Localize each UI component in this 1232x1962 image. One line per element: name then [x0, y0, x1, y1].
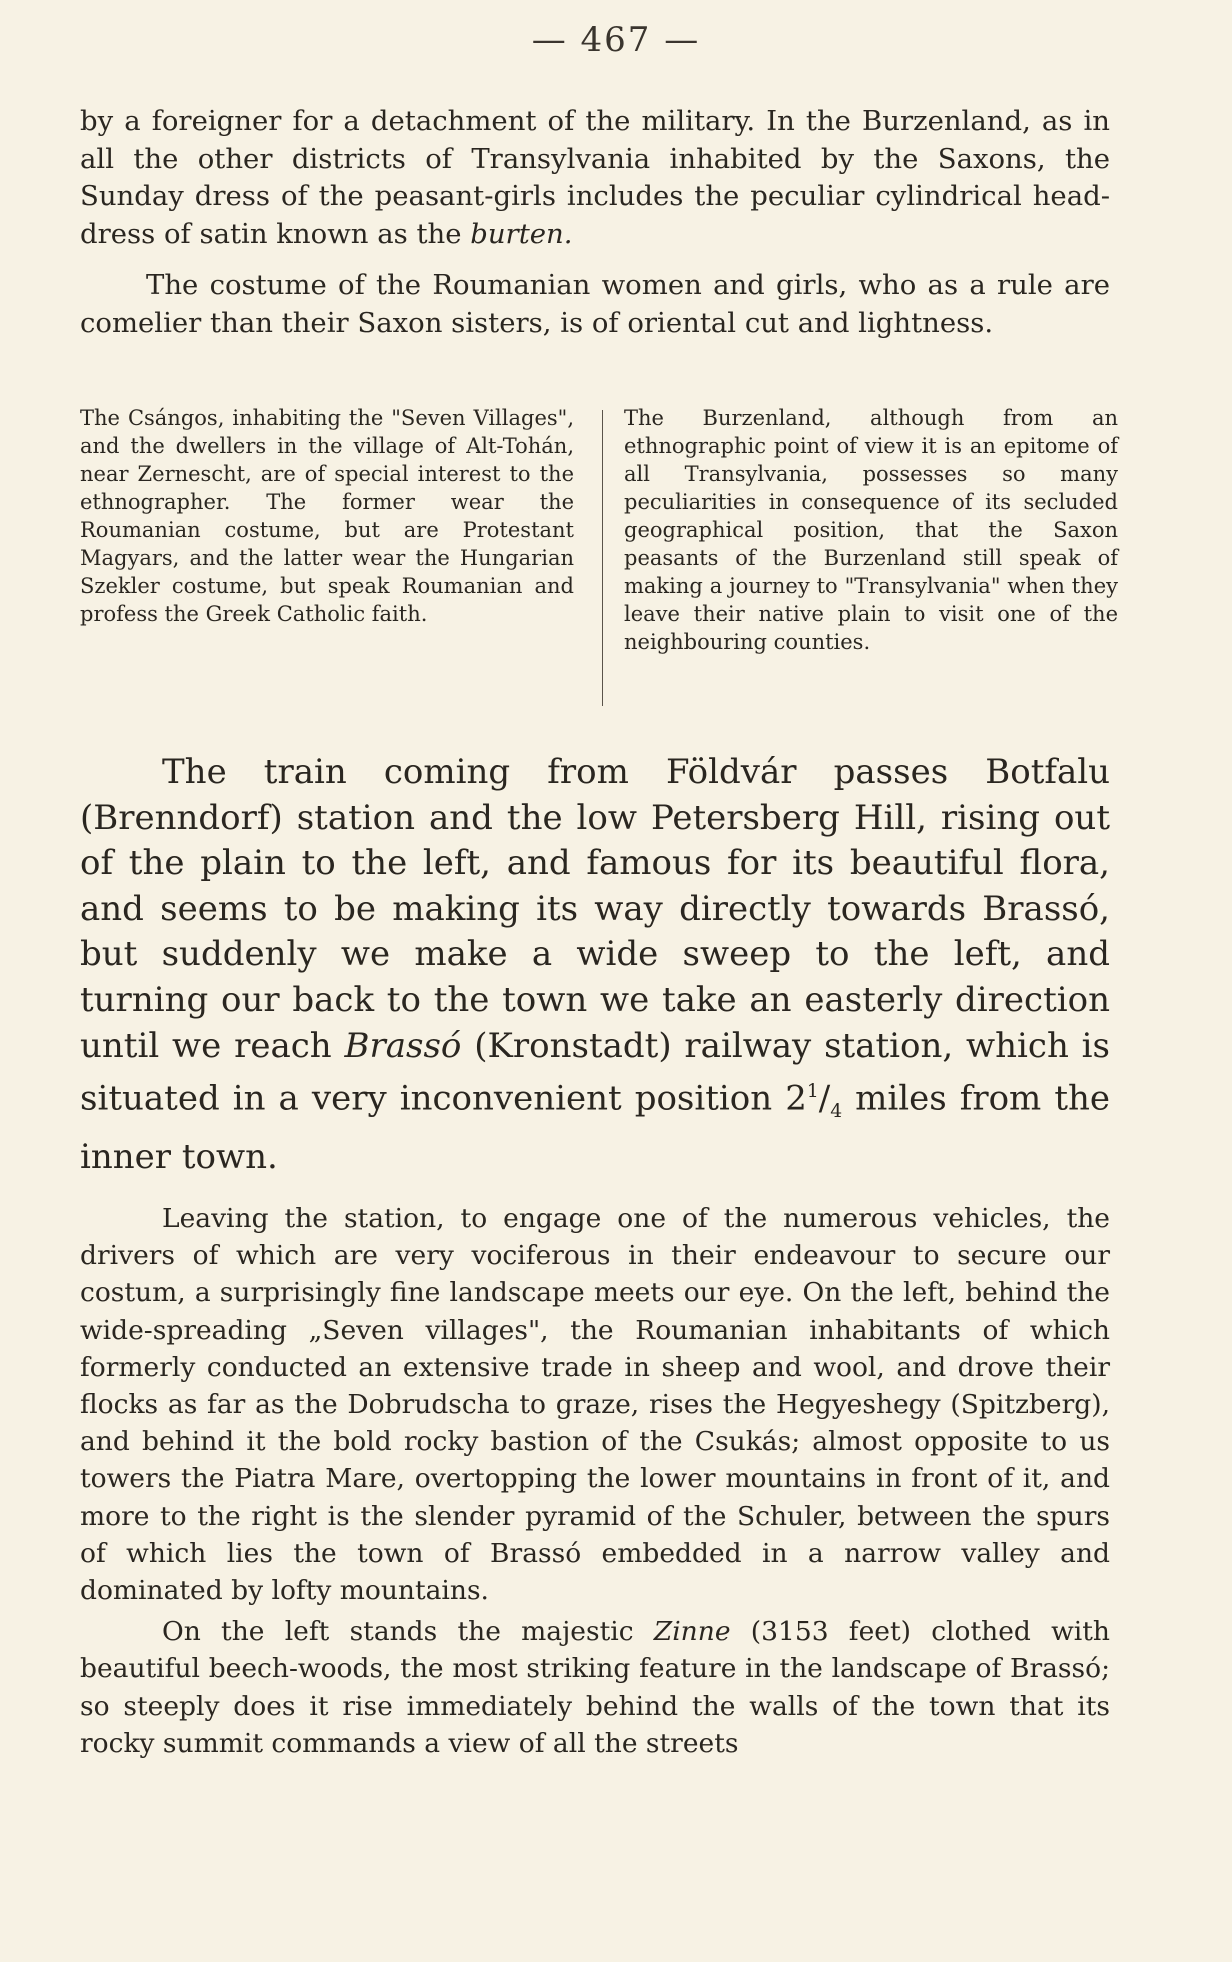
note-burzenland: The Burzenland, although from an ethnographic point of view it is an epitome of all Transylvania, possesses so many peculiarities in consequence of its secluded geographical position, that the Saxon peasants of the Burzenland still speak of making a journey to "Transylvania" when they leave their native plain to visit one of the neighbouring counties.	[624, 406, 1118, 654]
side-notes	[80, 404, 1118, 714]
body-paragraph-2-text-a: On the left stands the majestic	[162, 1616, 654, 1648]
zinne-term: Zinne	[653, 1616, 731, 1648]
intro-paragraph-1-text: by a foreigner for a detachment of the military. In the Burzenland, as in all the other districts of Transylvania inhabited by the Saxons, the Sunday dress of the peasant-girls includes the peculiar cylindrical head-dress of satin known as the	[80, 105, 1110, 250]
brasso-place: Brassó	[344, 1025, 462, 1066]
body-paragraph-2-text-b: (3153 feet) clothed with beautiful beech-woods, the most striking feature in the landscape of Brassó; so steeply does it rise immediately behind the walls of the town that its rocky summit commands a view of all the streets	[80, 1616, 1110, 1759]
fraction-denominator: 4	[830, 1101, 843, 1123]
burten-term: burten.	[470, 217, 573, 250]
intro-section	[80, 103, 1110, 342]
body-paragraph-2	[80, 1613, 1110, 1762]
page-number: — 467 —	[531, 20, 701, 60]
intro-paragraph-1	[80, 103, 1110, 253]
body-section	[80, 1200, 1110, 1762]
note-csangos: The Csángos, inhabiting the "Seven Villages", and the dwellers in the village of Alt-Tohán, near Zernescht, are of special interest to the ethnographer. The former wear the Roumanian costume, but are Protestant Magyars, and the latter wear the Hungarian Szekler costume, but speak Roumanian and profess the Greek Catholic faith.	[80, 406, 574, 626]
body-paragraph-1: Leaving the station, to engage one of the numerous vehicles, the drivers of which are very vociferous in their endeavour to secure our costum, a surprisingly fine landscape meets our eye. On the left, behind the wide-spreading „Seven villages", the Roumanian inhabitants of which formerly conducted an extensive trade in sheep and wool, and drove their flocks as far as the Dobrudscha to graze, rises the Hegyeshegy (Spitzberg), and behind it the bold rocky bastion of the Csukás; almost opposite to us towers the Piatra Mare, overtopping the lower mountains in front of it, and more to the right is the slender pyramid of the Schuler, between the spurs of which lies the town of Brassó embedded in a narrow valley and dominated by lofty mountains.	[80, 1203, 1110, 1607]
lead-text-3: miles from the inner town.	[80, 1078, 1111, 1177]
fraction-numerator: 1	[806, 1081, 819, 1103]
lead-text-1: The train coming from Földvár passes Botfalu (Brenndorf) station and the low Petersberg Hill, rising out of the plain to the left, and famous for its beautiful flora, and seems to be making its way directly towards Brassó, but suddenly we make a wide sweep to the left, and turning our back to the town we take an easterly direction until we reach	[80, 752, 1110, 1066]
lead-section	[80, 750, 1110, 1180]
notes-divider	[602, 410, 603, 706]
intro-paragraph-2: The costume of the Roumanian women and girls, who as a rule are comelier than their Saxon sisters, is of oriental cut and lightness.	[80, 269, 1110, 339]
lead-paragraph: The train coming from Földvár passes Botfalu (Brenndorf) station and the low Petersberg Hill, rising out of the plain to the left, and famous for its beautiful flora, and seems to be making its way directly towards Brassó, but suddenly we make a wide sweep to the left, and turning our back to the town we take an easterly direction until we reach Brassó (Kronstadt) railway station, which is situated in a very inconvenient position $2^1/_4$ miles from the inner town.	[80, 752, 1111, 1177]
lead-text-2: (Kronstadt) railway station, which is situated in a very inconvenient position 2	[80, 1025, 1110, 1119]
